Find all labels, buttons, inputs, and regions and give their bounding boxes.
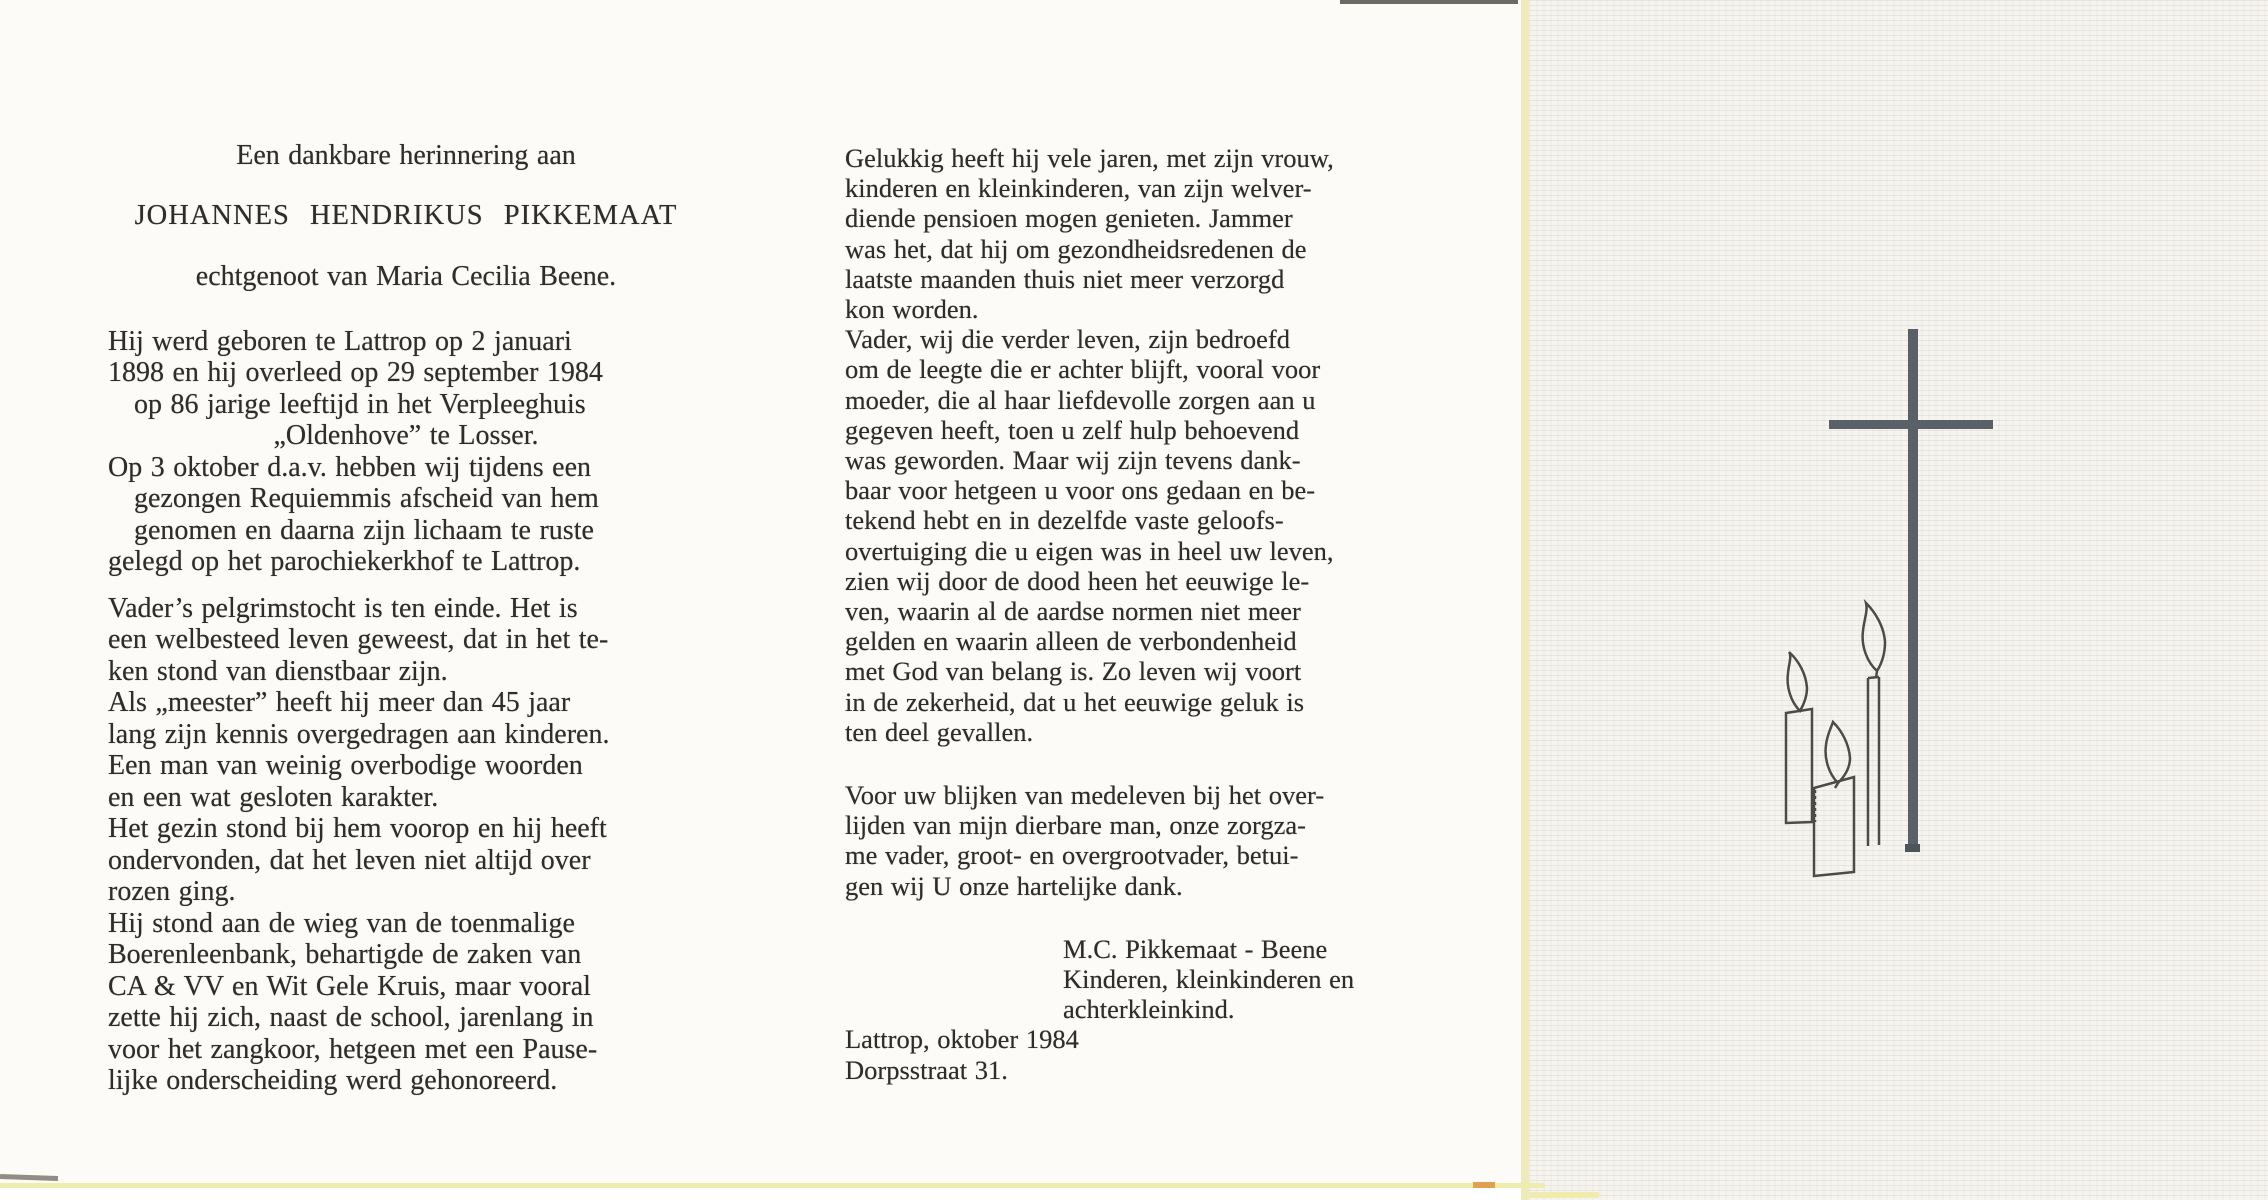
text-line: zette hij zich, naast de school, jarenlang in (108, 1002, 594, 1033)
cross-and-candles-illustration (1529, 0, 2268, 1200)
text-line: gen wij U onze hartelijke dank. (845, 870, 1183, 901)
text-line: tekend hebt en in dezelfde vaste geloofs- (845, 505, 1284, 536)
text-line: Hij werd geboren te Lattrop op 2 januari (108, 325, 572, 357)
spouse-line: echtgenoot van Maria Cecilia Beene. (195, 261, 617, 292)
text-line: voor het zangkoor, hetgeen met een Pause- (108, 1033, 598, 1065)
paragraph (108, 326, 704, 452)
right-page (1529, 0, 2268, 1200)
text-line: Het gezin stond bij hem voorop en hij heeft (108, 813, 607, 844)
paragraph (1063, 934, 1441, 1025)
text-line: Vader, wij die verder leven, zijn bedroefd (845, 324, 1290, 355)
text-line: diende pensioen mogen genieten. Jammer (845, 203, 1293, 234)
paragraph (108, 593, 704, 688)
text-line: om de leegte die er achter blijft, vooral voor (845, 354, 1321, 385)
text-line: Gelukkig heeft hij vele jaren, met zijn vrouw, (845, 143, 1334, 173)
candle-icon (1786, 652, 1812, 823)
text-column-left (108, 140, 704, 1097)
text-line: rozen ging. (108, 876, 236, 907)
text-line: gelden en waarin alleen de verbondenheid (845, 626, 1297, 657)
text-line: Kinderen, kleinkinderen en (1063, 964, 1355, 995)
paragraph (108, 908, 704, 1097)
paragraph (108, 687, 704, 750)
text-line: gezongen Requiemmis afscheid van hem (134, 483, 599, 514)
text-line: Boerenleenbank, behartigde de zaken van (108, 939, 582, 970)
left-column-paragraphs (108, 326, 704, 1097)
text-line: moeder, die al haar liefdevolle zorgen aan u (845, 384, 1316, 415)
paragraph (108, 452, 704, 578)
text-line: kinderen en kleinkinderen, van zijn welver- (845, 173, 1312, 204)
text-line: lijden van mijn dierbare man, onze zorgza- (845, 810, 1306, 841)
text-line: me vader, groot- en overgrootvader, betui- (845, 840, 1299, 871)
text-line: Lattrop, oktober 1984 (845, 1024, 1079, 1055)
paragraph (108, 750, 704, 813)
text-line: Als „meester” heeft hij meer dan 45 jaar (108, 687, 571, 718)
text-line: met God van belang is. Zo leven wij voort (845, 656, 1302, 687)
text-column-right (845, 143, 1441, 1085)
text-line: achterkleinkind. (1063, 994, 1235, 1025)
text-line: ondervonden, dat het leven niet altijd over (108, 844, 591, 876)
text-line: baar voor hetgeen u voor ons gedaan en be- (845, 475, 1316, 506)
right-page-bottom-edge (1529, 1192, 1599, 1198)
card-top-edge-shadow (1340, 0, 1518, 4)
text-line: gelegd op het parochiekerkhof te Lattrop. (108, 546, 581, 577)
text-line: een welbesteed leven geweest, dat in het te- (108, 624, 609, 655)
cross-icon (1829, 329, 1993, 852)
card-fold-edge (1521, 0, 1529, 1200)
right-column-paragraphs (845, 143, 1441, 1085)
flame-icon (1826, 722, 1850, 783)
flame-icon (1863, 603, 1885, 671)
text-line: genomen en daarna zijn lichaam te ruste (134, 514, 594, 546)
text-line: gegeven heeft, toen u zelf hulp behoevend (845, 414, 1300, 445)
text-line: Een man van weinig overbodige woorden (108, 750, 583, 781)
text-line: ken stond van dienstbaar zijn. (108, 655, 448, 687)
text-line: lijke onderscheiding werd gehonoreerd. (108, 1065, 558, 1096)
candle-icon (1814, 722, 1854, 876)
text-line: Hij stond aan de wieg van de toenmalige (108, 907, 575, 939)
text-line: Op 3 oktober d.a.v. hebben wij tijdens een (108, 451, 592, 483)
text-line: was het, dat hij om gezondheidsredenen de (845, 233, 1307, 264)
text-line: CA & VV en Wit Gele Kruis, maar vooral (108, 970, 591, 1002)
candle-icon (1863, 603, 1885, 846)
text-line: lang zijn kennis overgedragen aan kinderen. (108, 718, 610, 750)
paragraph (845, 143, 1441, 324)
card-bottom-edge-accent (1473, 1182, 1495, 1188)
paragraph (845, 780, 1441, 901)
text-line: M.C. Pikkemaat - Beene (1063, 933, 1328, 964)
card-dedication-line: Een dankbare herinnering aan (236, 140, 576, 171)
text-line: ven, waarin al de aardse normen niet meer (845, 596, 1301, 627)
text-line: 1898 en hij overleed op 29 september 1984 (108, 357, 603, 388)
text-line: overtuiging die u eigen was in heel uw leven, (845, 535, 1334, 566)
paragraph (845, 324, 1441, 747)
text-line: „Oldenhove” te Losser. (273, 420, 539, 451)
paragraph (108, 813, 704, 908)
text-line: kon worden. (845, 294, 979, 325)
deceased-name: JOHANNES HENDRIKUS PIKKEMAAT (134, 199, 678, 231)
text-line: laatste maanden thuis niet meer verzorgd (845, 263, 1285, 294)
text-line: Voor uw blijken van medeleven bij het over- (845, 780, 1325, 811)
text-line: en een wat gesloten karakter. (108, 781, 439, 813)
text-line: zien wij door de dood heen het eeuwige le- (845, 565, 1310, 596)
text-line: ten deel gevallen. (845, 716, 1034, 747)
text-line: op 86 jarige leeftijd in het Verpleeghuis (134, 388, 586, 420)
flame-icon (1788, 652, 1807, 711)
text-line: Dorpsstraat 31. (845, 1054, 1008, 1085)
card-bottom-edge (0, 1183, 1545, 1188)
text-line: was geworden. Maar wij zijn tevens dank- (845, 445, 1301, 476)
paragraph (845, 1024, 1441, 1084)
text-line: in de zekerheid, dat u het eeuwige geluk is (845, 686, 1305, 717)
text-line: Vader’s pelgrimstocht is ten einde. Het is (108, 592, 578, 624)
